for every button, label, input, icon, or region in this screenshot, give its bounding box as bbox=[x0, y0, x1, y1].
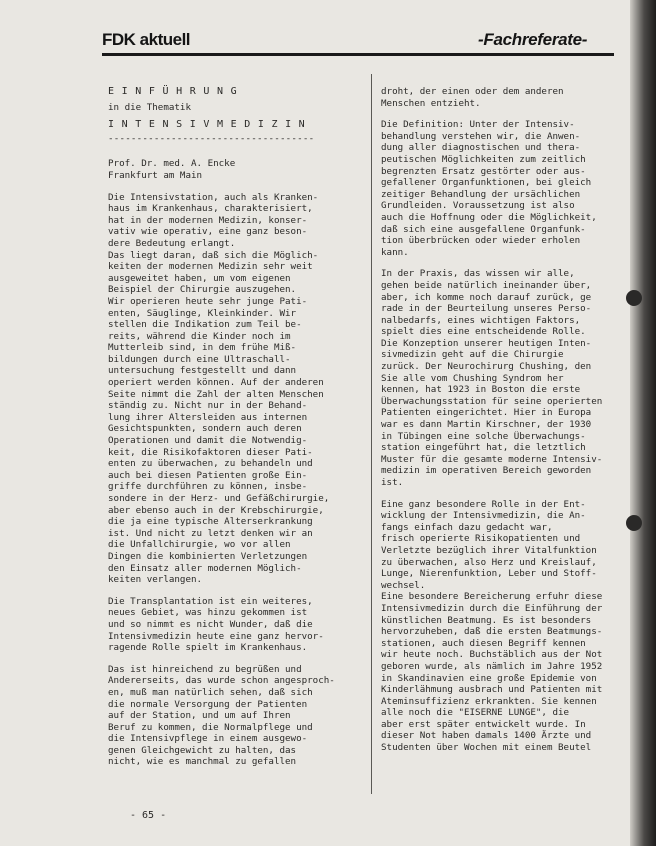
text-line: gehen beide natürlich ineinander über, bbox=[381, 279, 592, 291]
text-line: die ja eine typische Alterserkrankung bbox=[108, 516, 313, 528]
text-line: zeitiger Behandlung der ursächlichen bbox=[381, 188, 581, 200]
text-line: Wir operieren heute sehr junge Pati- bbox=[108, 295, 308, 307]
text-line: Andererseits, das wurde schon angesproch- bbox=[108, 675, 335, 687]
text-line: kennen, hat 1923 in Boston die erste bbox=[381, 384, 581, 396]
text-line: die Intensivpflege in einem ausgewo- bbox=[108, 733, 308, 745]
text-line: ist. Und nicht zu letzt denken wir an bbox=[108, 527, 313, 539]
text-line: behandlung verstehen wir, die Anwen- bbox=[381, 130, 581, 142]
text-line: begrenzten Ersatz gestörter oder aus- bbox=[381, 165, 586, 177]
title-line-1: EINFÜHRUNG bbox=[108, 86, 245, 97]
text-line: enten zu überwachen, zu behandeln und bbox=[108, 458, 313, 470]
text-line: gefallener Organfunktionen, bei gleich bbox=[381, 177, 592, 189]
text-line: Ateminsuffizienz erkrankten. Sie kennen bbox=[381, 695, 597, 707]
text-line: Studenten über Wochen mit einem Beutel bbox=[381, 742, 592, 754]
text-line: lung ihrer Altersleiden aus internen bbox=[108, 411, 308, 423]
text-line: Das liegt daran, daß sich die Möglich- bbox=[108, 249, 319, 261]
text-line: war es dann Martin Kirschner, der 1930 bbox=[381, 419, 592, 431]
text-line: aber ebenso auch in der Krebschirurgie, bbox=[108, 504, 324, 516]
text-line: auf der Station, und um auf Ihren bbox=[108, 710, 291, 722]
text-line: Intensivmedizin heute eine ganz hervor- bbox=[108, 630, 324, 642]
text-line: In der Praxis, das wissen wir alle, bbox=[381, 268, 575, 280]
text-line: Dingen die kombinierten Verletzungen bbox=[108, 550, 308, 562]
text-line: keiten der modernen Medizin sehr weit bbox=[108, 261, 313, 273]
paragraph bbox=[108, 596, 364, 654]
title-underline: ------------------------------------ bbox=[108, 132, 315, 144]
text-line: Eine besondere Bereicherung erfuhr diese bbox=[381, 591, 603, 603]
author-location: Frankfurt am Main bbox=[108, 169, 203, 181]
text-line: in Skandinavien eine große Epidemie von bbox=[381, 672, 597, 684]
text-line: und so nimmt es nicht Wunder, daß die bbox=[108, 618, 313, 630]
title-subtitle: in die Thematik bbox=[108, 101, 191, 113]
author-block bbox=[108, 158, 364, 181]
text-line: wechsel. bbox=[381, 579, 426, 591]
header-section: -Fachreferate- bbox=[478, 30, 588, 49]
text-line: peutischen Möglichkeiten zum zeitlich bbox=[381, 153, 586, 165]
text-line: nalbedarfs, eines wichtigen Faktors, bbox=[381, 314, 581, 326]
text-line: Beispiel der Chirurgie auszugehen. bbox=[108, 284, 297, 296]
text-line: frisch operierte Risikopatienten und bbox=[381, 533, 581, 545]
text-line: daß sich eine ausgefallene Organfunk- bbox=[381, 223, 586, 235]
text-line: Menschen entzieht. bbox=[381, 97, 481, 109]
text-line: fangs einfach dazu gedacht war, bbox=[381, 521, 553, 533]
text-line: operiert werden können. Auf der anderen bbox=[108, 377, 324, 389]
text-line: haus im Krankenhaus, charakterisiert, bbox=[108, 203, 313, 215]
text-line: aber erst später entwickelt wurde. In bbox=[381, 718, 586, 730]
text-line: Überwachungsstation für seine operierten bbox=[381, 395, 603, 407]
text-line: wicklung der Intensivmedizin, die An- bbox=[381, 510, 586, 522]
text-line: stellen die Indikation zum Teil be- bbox=[108, 319, 302, 331]
text-line: Das ist hinreichend zu begrüßen und bbox=[108, 663, 302, 675]
title-line-2: INTENSIVMEDIZIN bbox=[108, 119, 313, 131]
text-line: rade in der Beurteilung unseres Perso- bbox=[381, 303, 592, 315]
text-line: Eine ganz besondere Rolle in der Ent- bbox=[381, 498, 586, 510]
text-line: Lunge, Nierenfunktion, Leber und Stoff- bbox=[381, 568, 597, 580]
text-line: ausgeweitet haben, um vom eigenen bbox=[108, 272, 291, 284]
text-line: keit, die Risikofaktoren dieser Pati- bbox=[108, 446, 313, 458]
text-line: Kinderlähmung ausbrach und Patienten mit bbox=[381, 684, 603, 696]
text-line: zu überwachen, also Herz und Kreislauf, bbox=[381, 556, 597, 568]
text-line: droht, der einen oder dem anderen bbox=[381, 86, 564, 97]
paragraph bbox=[381, 86, 633, 109]
text-line: Die Intensivstation, auch als Kranken- bbox=[108, 191, 319, 203]
text-line: Die Definition: Unter der Intensiv- bbox=[381, 119, 575, 131]
text-line: dieser Not haben damals 1400 Ärzte und bbox=[381, 730, 592, 742]
text-line: untersuchung festgestellt und dann bbox=[108, 365, 297, 377]
text-line: vativ wie operativ, eine ganz beson- bbox=[108, 226, 308, 238]
page-number: - 65 - bbox=[130, 810, 167, 821]
text-line: hat in der modernen Medizin, konser- bbox=[108, 214, 308, 226]
text-line: zurück. Der Neurochirurg Chushing, den bbox=[381, 361, 592, 373]
text-line: sondere in der Herz- und Gefäßchirurgie, bbox=[108, 493, 330, 504]
text-line: bildungen durch eine Ultraschall- bbox=[108, 353, 291, 365]
text-line: Seite nimmt die Zahl der alten Menschen bbox=[108, 388, 324, 400]
paragraph bbox=[108, 192, 364, 586]
paragraph bbox=[108, 664, 364, 768]
right-column bbox=[381, 86, 633, 754]
text-line: kann. bbox=[381, 246, 409, 258]
text-line: geboren wurde, als nämlich im Jahre 1952 bbox=[381, 660, 603, 672]
text-line: dere Bedeutung erlangt. bbox=[108, 237, 236, 249]
text-line: auch bei diesen Patienten große Ein- bbox=[108, 469, 308, 481]
text-line: Die Transplantation ist ein weiteres, bbox=[108, 595, 313, 607]
text-line: ist. bbox=[381, 477, 404, 488]
text-line: Intensivmedizin durch die Einführung der bbox=[381, 602, 603, 614]
text-line: Die Konzeption unserer heutigen Inten- bbox=[381, 337, 592, 349]
text-line: die Unfallchirurgie, wo vor allen bbox=[108, 539, 291, 551]
text-line: Mutterleib sind, in dem frühe Miß- bbox=[108, 342, 297, 354]
right-paragraphs bbox=[381, 86, 633, 754]
paragraph bbox=[381, 268, 633, 488]
text-line: ragende Rolle spielt im Krankenhaus. bbox=[108, 642, 308, 654]
text-line: wir heute noch. Buchstäblich aus der Not bbox=[381, 649, 603, 661]
text-line: medizin im operativen Bereich geworden bbox=[381, 465, 592, 477]
left-column bbox=[108, 86, 364, 768]
text-line: Grundleiden. Voraussetzung ist also bbox=[381, 200, 575, 212]
header-rule bbox=[102, 53, 614, 56]
paragraph bbox=[381, 499, 633, 754]
text-line: griffe durchführen zu können, insbe- bbox=[108, 481, 308, 493]
text-line: Patienten eingerichtet. Hier in Europa bbox=[381, 407, 592, 419]
text-line: station eingeführt hat, die letztlich bbox=[381, 442, 586, 454]
text-line: auch die Hoffnung oder die Möglichkeit, bbox=[381, 211, 597, 223]
text-line: neues Gebiet, was hinzu gekommen ist bbox=[108, 607, 308, 619]
text-line: künstlichen Beatmung. Es ist besonders bbox=[381, 614, 592, 626]
text-line: Beruf zu kommen, die Normalpflege und bbox=[108, 721, 313, 733]
text-line: genen Gleichgewicht zu halten, das bbox=[108, 744, 297, 756]
text-line: reits, während die Kinder noch im bbox=[108, 330, 291, 342]
text-line: nicht, wie es manchmal zu gefallen bbox=[108, 756, 297, 768]
text-line: keiten verlangen. bbox=[108, 574, 203, 586]
text-line: alle noch die "EISERNE LUNGE", die bbox=[381, 707, 570, 719]
text-line: Sie alle vom Chushing Syndrom her bbox=[381, 372, 564, 384]
text-line: die normale Versorgung der Patienten bbox=[108, 698, 308, 710]
text-line: aber, ich komme noch darauf zurück, ge bbox=[381, 291, 592, 303]
text-line: dung aller diagnostischen und thera- bbox=[381, 142, 581, 154]
text-line: Gesichtspunkten, sondern auch deren bbox=[108, 423, 302, 435]
text-line: hervorzuheben, daß die ersten Beatmungs- bbox=[381, 626, 603, 638]
text-line: Verletzte bezüglich ihrer Vitalfunktion bbox=[381, 544, 597, 556]
text-line: en, muß man natürlich sehen, daß sich bbox=[108, 686, 313, 698]
text-line: enten, Säuglinge, Kleinkinder. Wir bbox=[108, 307, 297, 319]
left-paragraphs bbox=[108, 192, 364, 769]
text-line: tion überbrücken oder wieder erholen bbox=[381, 235, 581, 247]
column-divider bbox=[371, 74, 372, 794]
header-publication: FDK aktuell bbox=[102, 30, 191, 49]
paragraph bbox=[381, 119, 633, 258]
text-line: den Einsatz aller modernen Möglich- bbox=[108, 562, 302, 574]
text-line: sivmedizin geht auf die Chirurgie bbox=[381, 349, 564, 361]
text-line: Muster für die gesamte moderne Intensiv- bbox=[381, 453, 603, 465]
text-line: ständig zu. Nicht nur in der Behand- bbox=[108, 400, 308, 412]
text-line: in Tübingen eine solche Überwachungs- bbox=[381, 430, 586, 442]
text-line: Operationen und damit die Notwendig- bbox=[108, 435, 308, 447]
author-name: Prof. Dr. med. A. Encke bbox=[108, 158, 236, 170]
page-edge-shadow bbox=[630, 0, 656, 846]
text-line: spielt dies eine entscheidende Rolle. bbox=[381, 326, 586, 338]
text-line: stationen, auch diesen Begriff kennen bbox=[381, 637, 586, 649]
